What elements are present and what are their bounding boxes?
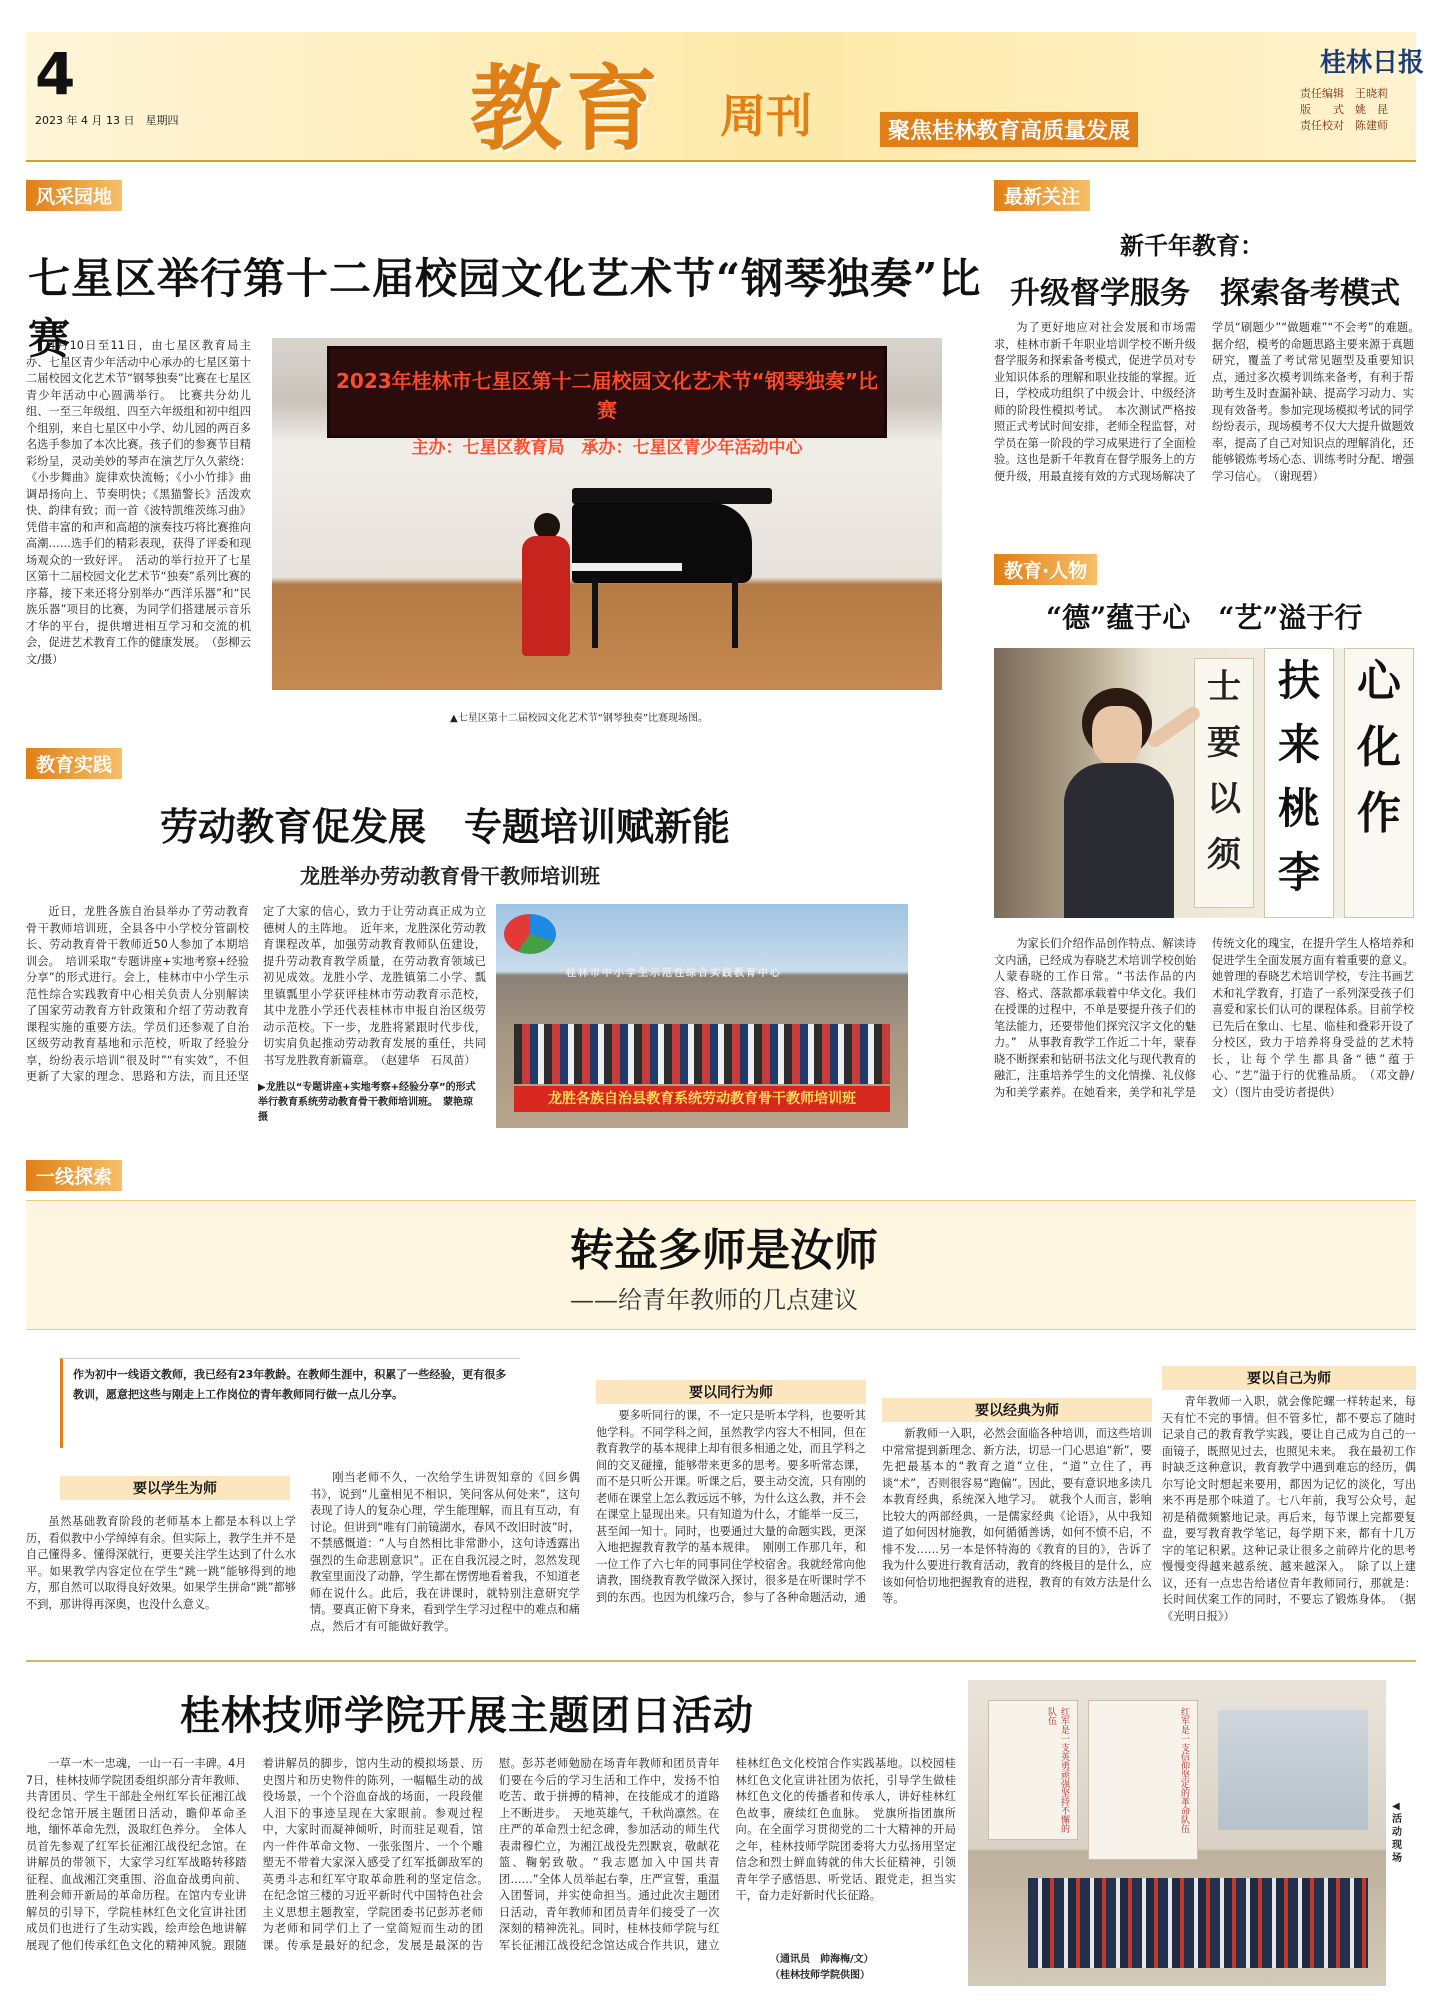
tag-shijian: 教育实践 (26, 748, 122, 779)
scroll-2: 扶 来 桃 李 (1264, 648, 1334, 918)
wall-text: 红军是一支英勇顽强坚持不懈的队伍 (988, 1700, 1078, 1840)
source-jishi: （桂林技师学院供图） (770, 1970, 870, 1981)
caption-laodong: ▶龙胜以“专题讲座+实地考察+经验分享”的形式举行教育系统劳动教育骨干教师培训班。 蒙艳琼 摄 (258, 1082, 483, 1123)
article-xinqiannian-body: 为了更好地应对社会发展和市场需求，桂林市新千年职业培训学校不断升级督学服务和探索备考模式，促进学员对专业知识体系的理解和职业技能的掌握。近日，学校成功组织了中级会计、中级经济师的阶段性模拟考试。 本次测试严格按照正式考试时间安排，老师全程监督，对学员在第一阶段的学习成果进行了全面检验。这也是新千年教育在督学服务上的方便升级，用最直接有效的方式现场解决了学员“刷题少”“做题难”“不会考”的难题。 据介绍，模考的命题思路主要来源于真题研究，覆盖了考试常见题型及重要知识点，通过多次模考训练来备考，有利于帮助考生及时查漏补缺、提高学习动力、实现有效备考。参加完现场模拟考试的同学纷纷表示，现场模考不仅大大提升做题效率，提高了自己对知识点的理解消化，还能够锻炼考场心态、训练考时分配、增强学习信心。 （谢现碧） (994, 321, 1414, 483)
building-sign: 桂林市中小学生示范性综合实践教育中心 (566, 968, 782, 979)
headline-deyi: “德”蕴于心 “艺”溢于行 (1046, 601, 1363, 634)
piano-leg-2 (732, 578, 738, 648)
tag-fengcai: 风采园地 (26, 180, 122, 211)
subhead-peer: 要以同行为师 (596, 1380, 866, 1404)
tag-zuixin: 最新关注 (994, 180, 1090, 211)
logo-mark (504, 914, 556, 954)
caption-piano: ▲七星区第十二届校园文化艺术节“钢琴独奏”比赛现场图。 (450, 713, 709, 724)
article-jishi-body: 一草一木一忠魂，一山一石一丰碑。4月7日，桂林技师学院团委组织部分青年教师、共青团员、学生干部赴全州红军长征湘江战役纪念馆开展主题团日活动，瞻仰革命圣地，缅怀革命先烈，汲取红色养分。 全体人员首先参观了红军长征湘江战役纪念馆。在讲解员的带领下，大家学习红军战略转移踏征程、血战湘江突重围、浴血奋战勇向前、胜利会师开新局的革命历程。在馆内专业讲解员的引导下，学院桂林红色文化宣讲社团成员们也进行了生动实践，绘声绘色地讲解展现了他们传承红色文化的精神风貌。跟随着讲解员的脚步，馆内生动的模拟场景、历史图片和历史物件的陈列，一幅幅生动的战役场景，一个个浴血奋战的场面，一段段催人泪下的事迹呈现在大家眼前。参观过程中，大家时而凝神倾听，时而驻足观看，馆内一件件革命文物、一张张图片、一个个雕塑无不带着大家深入感受了红军抵御敌军的英勇斗志和红军守取革命胜利的坚定信念。 在纪念馆三楼的习近平新时代中国特色社会主义思想主题教室，学院团委书记彭苏老师为老师和同学们上了一堂简短而生动的团课。传承是最好的纪念，发展是最深的告慰。彭苏老师勉励在场青年教师和团员青年们要在今后的学习生活和工作中，发扬不怕吃苦、敢于拼搏的精神，在技能成才的道路上不断进步。 天地英雄气，千秋尚凛然。在庄严的革命烈士纪念碑，参加活动的师生代表肃穆伫立，为湘江战役先烈默哀，敬献花篮、鞠躬致敬。“我志愿加入中国共青团……”全体人员举起右拳，庄严宣誓，重温入团誓词，并实使命担当。通过此次主题团日活动，青年教师和团员青年们接受了一次深刻的精神洗礼。同时，桂林技师学院与红军长征湘江战役纪念馆达成合作共识，建立桂林红色文化校馆合作实践基地。以校园桂林红色文化宣讲社团为依托，引导学生做桂林红色文化的传播者和传承人，讲好桂林红色故事，赓续红色血脉。 党旗所指团旗所向。在全面学习贯彻党的二十大精神的开局之年，桂林技师学院团委将大力弘扬用坚定信念和烈士鲜血铸就的伟大长征精神，引领青年学子感悟思、听党话、跟党走，担当实干，奋力走好新时代长征路。 (26, 1757, 956, 1952)
col-peer: 要多听同行的课，不一定只是听本学科，也要听其他学科。不同学科之间，虽然教学内容大不相同，但在教育教学的基本规律上却有很多相通之处，而且学科之间的交叉碰撞，能够带来更多的思考。要多听常态课，而不是只听公开课。听课之后，要主动交流，只有刚的老师在课堂上怎么教远远不够，为什么这么教，并不会在课堂上显现出来。只有知道为什么，才能举一反三，甚至闻一知十。同时，也要通过大量的命题实践，更深入地把握教育教学的基本规律。 刚刚工作那几年，和一位工作了六七年的同事同住学校宿舍。我就经常向他请教，围绕教育教学做深入探讨，很多是在听课时学不到的东西。也因为机缘巧合，参与了各种命题活动，通 (596, 1409, 866, 1604)
students-crowd (1028, 1878, 1368, 1968)
headline-xinqiannian: 升级督学服务 探索备考模式 (1010, 276, 1400, 311)
piano-keys (572, 563, 682, 571)
scroll-1: 士 要 以 须 (1194, 658, 1254, 908)
subhead-self: 要以自己为师 (1162, 1366, 1416, 1390)
page-number: 4 (35, 40, 76, 108)
tag-renwu: 教育·人物 (994, 554, 1097, 585)
author-jishi: （通讯员 帅海梅/文） (770, 1954, 874, 1965)
piano-body (572, 503, 752, 583)
tag-tansuo: 一线探索 (26, 1160, 122, 1191)
photo-jishi (968, 1680, 1386, 1986)
section-subtitle: 周刊 (720, 89, 812, 143)
piano-leg (592, 578, 598, 648)
photo-calligraphy (994, 648, 1414, 918)
headline-laodong: 劳动教育促发展 专题培训赋新能 (160, 804, 731, 849)
crowd (514, 1024, 890, 1084)
subhead-student: 要以学生为师 (60, 1476, 290, 1500)
divider (26, 1660, 1416, 1662)
headline-jishi: 桂林技师学院开展主题团日活动 (180, 1692, 754, 1739)
stairs (1218, 1710, 1368, 1830)
caption-jishi: ◀活动现场 (1392, 1801, 1402, 1864)
teacher-face (1092, 706, 1142, 764)
photo-group (496, 904, 908, 1128)
article-deyi-body: 为家长们介绍作品创作特点、解读诗文内涵，已经成为春晓艺术培训学校创始人蒙春晓的工作日常。“书法作品的内容、格式、落款都承载着中华文化。我们在授课的过程中，不单是要提升孩子们的笔法能力，还要带他们探究汉字文化的魅力。” 从事教育教学工作近二十年，蒙春晓不断探索和钻研书法文化与现代教育的融汇，注重培养学生的文化情操、礼仪修为和美学素养。在她看来，美学和礼学是传统文化的瑰宝，在提升学生人格培养和促进学生全面发展方面有着重要的意义。她曾理的春晓艺术培训学校，专注书画艺术和礼学教育，打造了一系列深受孩子们喜爱和家长们认可的课程体系。目前学校已先后在象山、七星、临桂和叠彩开设了分校区，致力于培养将身受益的艺术特长，让每个学生都具备“德”蕴于心、“艺”溢于行的优雅品质。 （邓文静/文）（图片由受访者提供） (994, 937, 1414, 1099)
issue-date: 2023 年 4 月 13 日 星期四 (35, 114, 179, 127)
wall-text-2: 红军是一支信仰坚定的革命队伍 (1088, 1700, 1198, 1860)
scroll-3: 心 化 作 (1344, 648, 1414, 918)
col-student: 虽然基础教育阶段的老师基本上都是本科以上学历，看似教中小学绰绰有余。但实际上，教学生并不是自己懂得多、懂得深就行，更要关注学生达到了什么水平。如果教学内容定位在学生“跳一跳”能够得到的地方，那自然可以取得良好效果。如果学生拼命“跳”都够不到，那讲得再深奥，也没什么意义。 (26, 1515, 296, 1611)
newspaper-logo: 桂林日报 (1320, 48, 1425, 78)
col-student-2: 刚当老师不久，一次给学生讲贺知章的《回乡偶书》，说到“儿童相见不相识，笑问客从何处来”，这句表现了诗人的复杂心理，学生能理解，而且有互动，有讨论。但讲到“唯有门前镜湖水，春风不改旧时波”时，不禁感慨道：“人与自然相比非常渺小，这句诗透露出强烈的生命悲剧意识”。正在自我沉浸之时，忽然发现教室里面没了动静，学生都在愣愣地看着我，不知道老师在说什么。此后，我在讲课时，就特别注意研究学情。要真正俯下身来，看到学生学习过程中的难点和痛点，然后才有可能做好教学。 (310, 1471, 580, 1633)
headline-piano: 七星区举行第十二届校园文化艺术节“钢琴独奏”比赛 (28, 254, 982, 363)
group-banner: 龙胜各族自治县教育系统劳动教育骨干教师培训班 (514, 1086, 890, 1112)
intro-zhuanyi: 作为初中一线语文教师，我已经有23年教龄。在教师生涯中，积累了一些经验，更有很多教训，愿意把这些与刚走上工作岗位的青年教师同行做一点儿分享。 (60, 1358, 520, 1448)
col-classic: 新教师一入职，必然会面临各种培训，而这些培训中常常提到新理念、新方法，切忌一门心思追“新”，要先把最基本的“教育之道”立住，“道”立住了，再谈“术”，否则很容易“跑偏”。因此，要有意识地多读几本教育经典，系统深入地学习。 就我个人而言，影响比较大的两部经典，一是儒家经典《论语》，从中我知道了如何因材施教，如何循循善诱，如何不愤不启，不悱不发……另一本是怀特海的《教育的目的》，告诉了我为什么要进行教育活动，教育的终极目的是什么，应该如何恰切地把握教育的进程，教育的有效方法是什么等。 (882, 1427, 1152, 1605)
subhead-laodong: 龙胜举办劳动教育骨干教师培训班 (300, 864, 600, 888)
headline-zhuanyi: 转益多师是汝师 (570, 1225, 878, 1276)
teacher-jacket (1064, 763, 1174, 918)
pianist-dress (522, 536, 570, 656)
subhead-classic: 要以经典为师 (882, 1398, 1152, 1422)
editor-credits: 责任编辑 王晓莉 版 式 姚 昆 责任校对 陈建师 (1300, 87, 1388, 132)
photo-piano (272, 338, 942, 690)
article-piano-body: 4月10日至11日，由七星区教育局主办、七星区青少年活动中心承办的七星区第十二届校园文化艺术节“钢琴独奏”比赛在七星区青少年活动中心圆满举行。 比赛共分幼儿组、一至三年级组、四至六年级组和初中组四个组别，来自七星区中小学、幼儿园的两百多名选手参加了本次比赛。孩子们的参赛节目精彩纷呈，灵动美妙的琴声在演艺厅久久萦绕：《小步舞曲》旋律欢快流畅；《小小竹排》曲调昂扬向上、节奏明快；《黑猫警长》活泼欢快、韵律有致；而一首《波特凯维茨练习曲》凭借丰富的和声和高超的演奏技巧将比赛推向高潮……选手们的精彩表现，获得了评委和现场观众的一致好评。 活动的举行拉开了七星区第十二届校园文化艺术节“独奏”系列比赛的序幕，接下来还将分别举办“西洋乐器”和“民族乐器”项目的比赛，为同学们搭建展示音乐才华的平台，提供增进相互学习和交流的机会，促进艺术教育工作的健康发展。 （彭柳云 文/摄） (26, 339, 251, 666)
subhead-zhuanyi: ——给青年教师的几点建议 (570, 1286, 858, 1314)
section-slogan: 聚焦桂林教育高质量发展 (880, 112, 1138, 147)
led-banner: 2023年桂林市七星区第十二届校园文化艺术节“钢琴独奏”比赛 主办：七星区教育局 承办：七星区青少年活动中心 (327, 346, 887, 438)
kicker-xinqiannian: 新千年教育： (1120, 232, 1264, 260)
piano-lid (572, 488, 772, 504)
col-self: 青年教师一入职，就会像陀螺一样转起来，每天有忙不完的事情。但不管多忙，都不要忘了随时记录自己的教育教学实践，要让自己成为自己的一面镜子，既照见过去，也照见未来。 我在最初工作时缺乏这种意识，教育教学中遇到难忘的经历，偶尔写论文时想起来要用，都因为记忆的淡化，写出来不再是那个味道了。七八年前，我写公众号，起初是稍微频繁地记录。再后来，每节课上完都要复盘，要写教育教学笔记，每学期下来，都有十几万字的笔记积累。这种记录让很多之前碎片化的思考慢慢变得越来越系统、越来越深入。 除了以上建议，还有一点忠告给诸位青年教师同行，那就是：长时间伏案工作的同时，不要忘了锻炼身体。 （据《光明日报》） (1162, 1395, 1416, 1623)
section-title: 教育 (470, 55, 663, 163)
article-laodong-body: 近日，龙胜各族自治县举办了劳动教育骨干教师培训班，全县各中小学校分管副校长、劳动教育骨干教师近50人参加了本期培训会。 培训采取“专题讲座+实地考察+经验分享”的形式进行。会上，桂林市中小学生示范性综合实践教育中心相关负责人分别解读了国家劳动教育方针政策和介绍了劳动教育课程实施的重要方法。学员们还参观了自治区级劳动教育基地和示范校，听取了经验分享，纷纷表示培训“很及时”“有实效”，不但更新了大家的理念、思路和方法，而且还坚定了大家的信心，致力于让劳动真正成为立德树人的主阵地。 近年来，龙胜深化劳动教育课程改革，加强劳动教育教师队伍建设，提升劳动教育教学质量，在劳动教育领域已初见成效。龙胜小学、龙胜镇第二小学、瓢里镇瓢里小学获评桂林市劳动教育示范校，其中龙胜小学还代表桂林市申报自治区级劳动示范校。下一步，龙胜将紧跟时代步伐，切实肩负起推动劳动教育发展的重任，共同书写龙胜教育新篇章。 （赵建华 石凤苗） (26, 905, 486, 1083)
